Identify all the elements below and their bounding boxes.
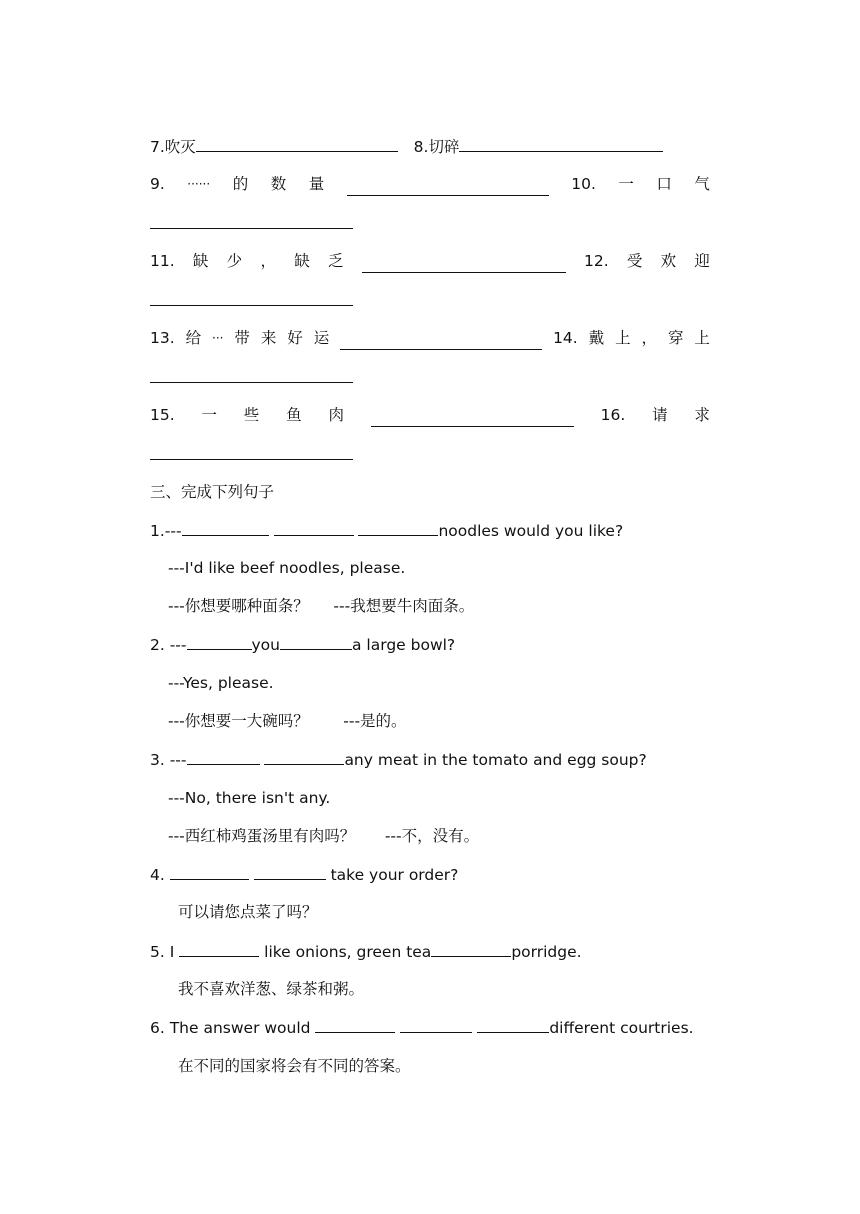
question-5-translation: 我不喜欢洋葱、绿茶和粥。	[178, 980, 365, 998]
question-5-mid: like onions, green tea	[259, 943, 432, 961]
vocab-char: 气	[694, 175, 710, 193]
answer-blank-q3-b[interactable]	[264, 747, 344, 765]
vocab-char: 一	[201, 406, 217, 424]
vocab-char: 运	[313, 329, 330, 347]
vocab-char: ，	[260, 252, 276, 270]
question-5	[150, 939, 710, 964]
answer-blank-9[interactable]	[347, 178, 549, 196]
vocab-char: 量	[308, 175, 325, 193]
answer-blank-11[interactable]	[362, 255, 566, 273]
vocab-char: ······	[187, 177, 211, 191]
question-6-suffix: different courtries.	[549, 1019, 694, 1037]
answer-blank-8[interactable]	[459, 134, 663, 152]
vocab-num-16: 16.	[600, 406, 626, 424]
question-1-answer: ---I'd like beef noodles, please.	[168, 559, 406, 577]
answer-blank-q4-a[interactable]	[170, 862, 249, 880]
answer-blank-16[interactable]	[150, 442, 353, 460]
question-5-suffix: porridge.	[511, 943, 582, 961]
question-1	[150, 518, 710, 543]
question-4-prefix: 4.	[150, 866, 170, 884]
question-4	[150, 862, 710, 887]
vocab-char: 些	[243, 406, 260, 424]
question-2-suffix: a large bowl?	[351, 636, 456, 654]
answer-blank-q2-a[interactable]	[187, 632, 252, 650]
question-5-prefix: 5. I	[150, 943, 180, 961]
vocab-num-11: 11.	[150, 252, 175, 270]
answer-blank-q6-a[interactable]	[315, 1015, 395, 1033]
answer-blank-7[interactable]	[196, 134, 398, 152]
vocab-row-10-blank	[150, 211, 710, 236]
question-2-mid: you	[251, 636, 280, 654]
question-4-suffix: take your order?	[325, 866, 459, 884]
question-3-translation: ---西红柿鸡蛋汤里有肉吗？ ---不，没有。	[168, 827, 480, 845]
vocab-char: 肉	[328, 406, 344, 424]
vocab-num-14: 14.	[553, 329, 578, 347]
vocab-row-14-blank	[150, 365, 710, 390]
answer-blank-12[interactable]	[150, 288, 353, 306]
vocab-char: 穿	[667, 329, 684, 347]
vocab-item-7: 7.吹灭	[150, 138, 196, 156]
answer-blank-15[interactable]	[371, 409, 574, 427]
question-2-translation: ---你想要一大碗吗？ ---是的。	[168, 712, 407, 730]
vocab-char: 请	[652, 406, 668, 424]
vocab-char: 缺	[294, 252, 310, 270]
answer-blank-q5-a[interactable]	[179, 939, 259, 957]
vocab-char: ，	[641, 329, 658, 347]
answer-blank-q3-a[interactable]	[187, 747, 260, 765]
question-6	[150, 1015, 710, 1040]
answer-blank-q1-c[interactable]	[358, 518, 438, 536]
vocab-num-9: 9.	[150, 175, 165, 193]
vocab-char: 上	[694, 329, 710, 347]
vocab-char: 缺	[192, 252, 209, 270]
vocab-row-9-10	[150, 172, 710, 196]
answer-blank-q6-b[interactable]	[400, 1015, 472, 1033]
vocab-char: 上	[615, 329, 631, 347]
vocab-char: 少	[226, 252, 243, 270]
answer-blank-13[interactable]	[340, 332, 542, 350]
vocab-item-8: 8.切碎	[413, 138, 460, 156]
vocab-char: 好	[287, 329, 303, 347]
vocab-char: 鱼	[286, 406, 302, 424]
vocab-char: 欢	[660, 252, 677, 270]
vocab-char: 求	[694, 406, 710, 424]
vocab-char: 乏	[327, 252, 344, 270]
vocab-char: 给	[185, 329, 202, 347]
vocab-row-11-12	[150, 249, 710, 273]
vocab-char: 迎	[694, 252, 710, 270]
vocab-char: 口	[656, 175, 672, 193]
vocab-row-15-16	[150, 403, 710, 427]
vocab-char: 受	[626, 252, 643, 270]
vocab-row-13-14	[150, 326, 710, 350]
question-1-translation: ---你想要哪种面条？ ---我想要牛肉面条。	[168, 597, 475, 615]
vocab-row-12-blank	[150, 288, 710, 313]
answer-blank-q1-a[interactable]	[182, 518, 269, 536]
question-3-suffix: any meat in the tomato and egg soup?	[344, 751, 647, 769]
vocab-num-10: 10.	[571, 175, 596, 193]
answer-blank-14[interactable]	[150, 365, 353, 383]
question-1-prefix: 1.---	[150, 522, 182, 540]
question-6-translation: 在不同的国家将会有不同的答案。	[178, 1057, 411, 1075]
vocab-num-12: 12.	[583, 252, 609, 270]
question-2-prefix: 2. ---	[150, 636, 187, 654]
vocab-row-16-blank	[150, 442, 710, 467]
vocab-num-13: 13.	[150, 329, 175, 347]
vocab-char: ···	[212, 331, 224, 345]
vocab-char: 带	[234, 329, 250, 347]
question-2	[150, 632, 710, 657]
question-1-suffix: noodles would you like?	[438, 522, 624, 540]
section-heading: 三、完成下列句子	[150, 483, 275, 501]
vocab-char: 来	[260, 329, 277, 347]
question-3-answer: ---No, there isn't any.	[168, 789, 331, 807]
answer-blank-q2-b[interactable]	[280, 632, 352, 650]
vocab-char: 数	[270, 175, 287, 193]
vocab-row-7-8	[150, 134, 710, 159]
answer-blank-q1-b[interactable]	[274, 518, 354, 536]
question-6-prefix: 6. The answer would	[150, 1019, 316, 1037]
question-4-translation: 可以请您点菜了吗？	[178, 903, 318, 921]
vocab-char: 的	[232, 175, 249, 193]
vocab-num-15: 15.	[150, 406, 175, 424]
answer-blank-10[interactable]	[150, 211, 353, 229]
answer-blank-q5-b[interactable]	[431, 939, 511, 957]
vocab-char: 一	[618, 175, 634, 193]
question-3-prefix: 3. ---	[150, 751, 187, 769]
question-2-answer: ---Yes, please.	[168, 674, 274, 692]
answer-blank-q6-c[interactable]	[477, 1015, 549, 1033]
answer-blank-q4-b[interactable]	[254, 862, 326, 880]
vocab-char: 戴	[588, 329, 605, 347]
question-3	[150, 747, 710, 772]
